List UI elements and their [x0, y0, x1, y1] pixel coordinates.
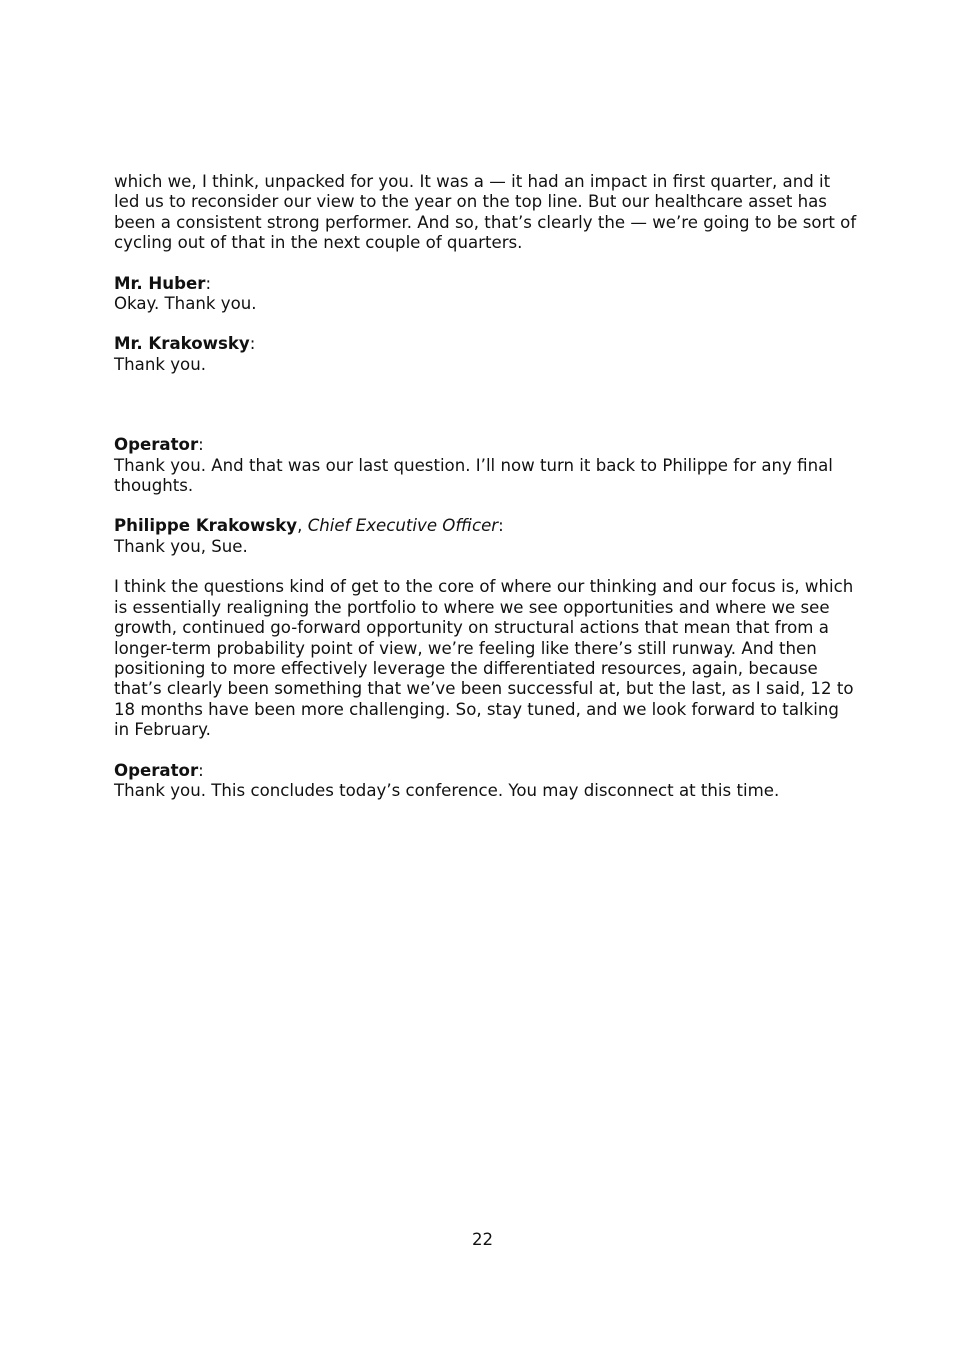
speaker-line: [114, 761, 859, 781]
speaker-separator: ,: [297, 516, 308, 536]
exchange-operator-last-question: [114, 435, 859, 496]
speaker-name: Operator: [114, 435, 199, 455]
speaker-line: [114, 435, 859, 455]
speaker-colon: :: [498, 516, 504, 536]
page-number: 22: [471, 1230, 494, 1249]
speaker-colon: :: [198, 435, 204, 455]
speaker-name: Mr. Krakowsky: [114, 334, 250, 354]
speaker-colon: :: [249, 334, 256, 354]
speaker-line: [114, 334, 859, 354]
speech-text: Thank you, Sue.: [114, 536, 248, 556]
exchange-huber: [114, 274, 859, 315]
exchange-ceo: [114, 516, 859, 557]
speech-text: Okay. Thank you.: [114, 294, 257, 314]
speaker-title: Chief Executive Officer: [307, 516, 499, 536]
exchange-operator-closing: [114, 761, 859, 802]
speaker-name: Operator: [114, 760, 199, 780]
speaker-name: Philippe Krakowsky: [114, 516, 298, 536]
speaker-line: [114, 274, 859, 294]
speaker-name: Mr. Huber: [114, 273, 206, 293]
exchange-krakowsky: [114, 334, 859, 375]
speech-text: Thank you.: [114, 354, 206, 374]
speaker-line: [114, 516, 859, 536]
transcript-page: [114, 172, 859, 821]
ceo-closing-paragraph: I think the questions kind of get to the core of where our thinking and our focus is, which is essentially realigning the portfolio to where we see opportunities and where we see growth, continued go-forward opportunity on structural actions that mean that from a longer-term probability point of view, we’re feeling like there’s still runway. And then positioning to more effectively leverage the differentiated resources, again, because that’s clearly been something that we’ve been successful at, but the last, as I said, 12 to 18 months have been more challenging. So, stay tuned, and we look forward to talking in February.: [114, 577, 854, 740]
speaker-colon: :: [205, 273, 212, 293]
speech-text: Thank you. This concludes today’s conference. You may disconnect at this time.: [114, 780, 780, 800]
speaker-colon: :: [198, 760, 204, 780]
speech-text: Thank you. And that was our last question. I’ll now turn it back to Philippe for any final thoughts.: [114, 455, 833, 496]
opening-paragraph: which we, I think, unpacked for you. It was a — it had an impact in first quarter, and it led us to reconsider our view to the year on the top line. But our healthcare asset has been a consistent strong performer. And so, that’s clearly the — we’re going to be sort of cycling out of that in the next couple of quarters.: [114, 172, 857, 253]
